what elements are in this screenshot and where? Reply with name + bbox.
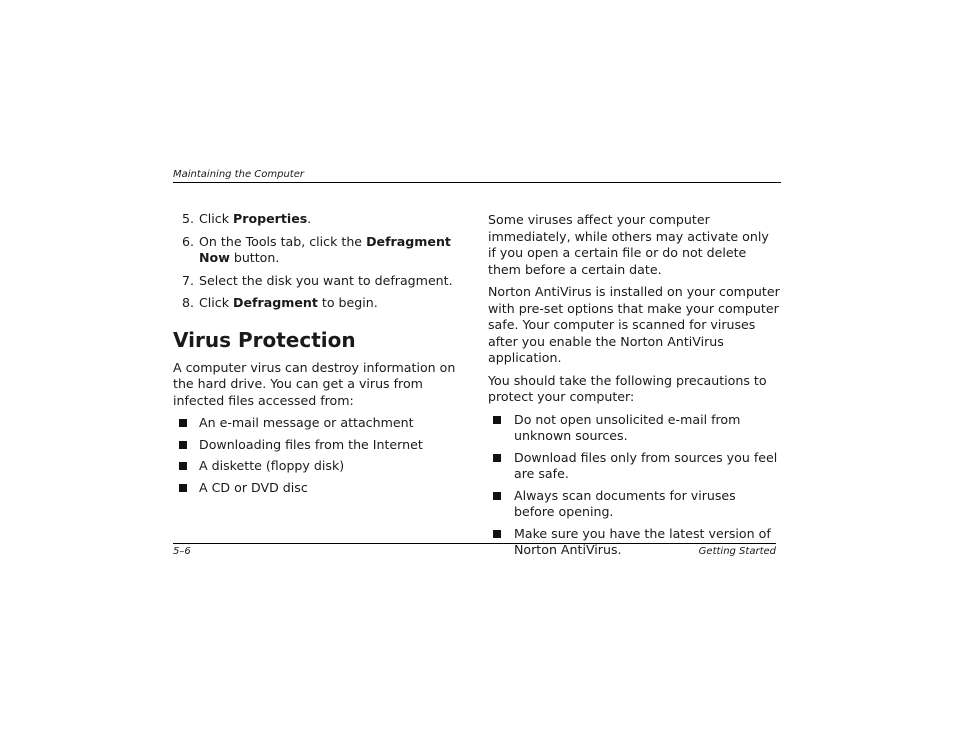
running-footer <box>173 543 776 557</box>
paragraph-norton-info: Norton AntiVirus is installed on your computer with pre-set options that make your computer safe. Your computer is scanned for viruses after you enable the Norton AntiVirus application. <box>488 284 780 365</box>
square-bullet-icon <box>179 462 187 470</box>
list-item-text: Always scan documents for viruses before opening. <box>514 487 736 519</box>
step-bold-term: Properties <box>233 211 308 226</box>
section-heading: Virus Protection <box>173 327 356 352</box>
step-number: 8. <box>182 295 195 310</box>
precaution-list <box>488 412 780 559</box>
step-text: Select the disk you want to defragment. <box>199 272 453 288</box>
page-number: 5–6 <box>173 546 191 557</box>
square-bullet-icon <box>179 484 187 492</box>
step-text: On the Tools tab, click the <box>199 233 367 249</box>
list-item-text: Do not open unsolicited e-mail from unknown sources. <box>514 411 741 443</box>
step-number: 7. <box>182 272 195 288</box>
step-text: Click <box>199 211 234 226</box>
list-item-text: An e-mail message or attachment <box>199 415 414 430</box>
intro-paragraph: A computer virus can destroy information on the hard drive. You can get a virus from infected files accessed from: <box>173 359 456 408</box>
step-text-end: . <box>307 211 312 226</box>
square-bullet-icon <box>493 492 501 500</box>
list-item <box>488 412 780 445</box>
list-item-text: A diskette (floppy disk) <box>199 458 345 473</box>
square-bullet-icon <box>179 419 187 427</box>
step-text-end: to begin. <box>317 295 378 310</box>
square-bullet-icon <box>493 416 501 424</box>
step-text-end: button. <box>229 250 280 265</box>
left-column <box>173 211 463 501</box>
running-header <box>173 169 781 183</box>
step-bold-term: Defragment <box>233 295 318 310</box>
right-column <box>488 212 780 564</box>
step-item <box>173 234 463 267</box>
list-item-text: Download files only from sources you feel are safe. <box>514 449 778 481</box>
list-item <box>173 415 463 432</box>
list-item <box>173 480 463 497</box>
step-number: 6. <box>182 233 195 249</box>
step-item <box>173 211 463 228</box>
source-list <box>173 415 463 496</box>
step-number: 5. <box>182 211 195 226</box>
step-list <box>173 211 463 312</box>
list-item-text: Downloading files from the Internet <box>199 436 423 452</box>
list-item-text: Make sure you have the latest version of Norton AntiVirus. <box>514 525 771 557</box>
step-bold-term: Defragment Now <box>199 233 451 265</box>
square-bullet-icon <box>493 530 501 538</box>
step-text: Click <box>199 295 234 310</box>
paragraph-virus-effects: Some viruses affect your computer immediately, while others may activate only if you open a certain file or do not delete them before a certain date. <box>488 212 769 277</box>
square-bullet-icon <box>493 454 501 462</box>
list-item <box>488 488 780 521</box>
book-title: Getting Started <box>698 546 776 557</box>
list-item <box>173 437 463 454</box>
list-item-text: A CD or DVD disc <box>199 479 308 495</box>
list-item <box>488 450 780 483</box>
step-item <box>173 273 463 290</box>
step-item <box>173 295 463 312</box>
header-title: Maintaining the Computer <box>173 169 304 180</box>
square-bullet-icon <box>179 441 187 449</box>
paragraph-precautions: You should take the following precautions to protect your computer: <box>488 372 767 404</box>
list-item <box>173 458 463 475</box>
